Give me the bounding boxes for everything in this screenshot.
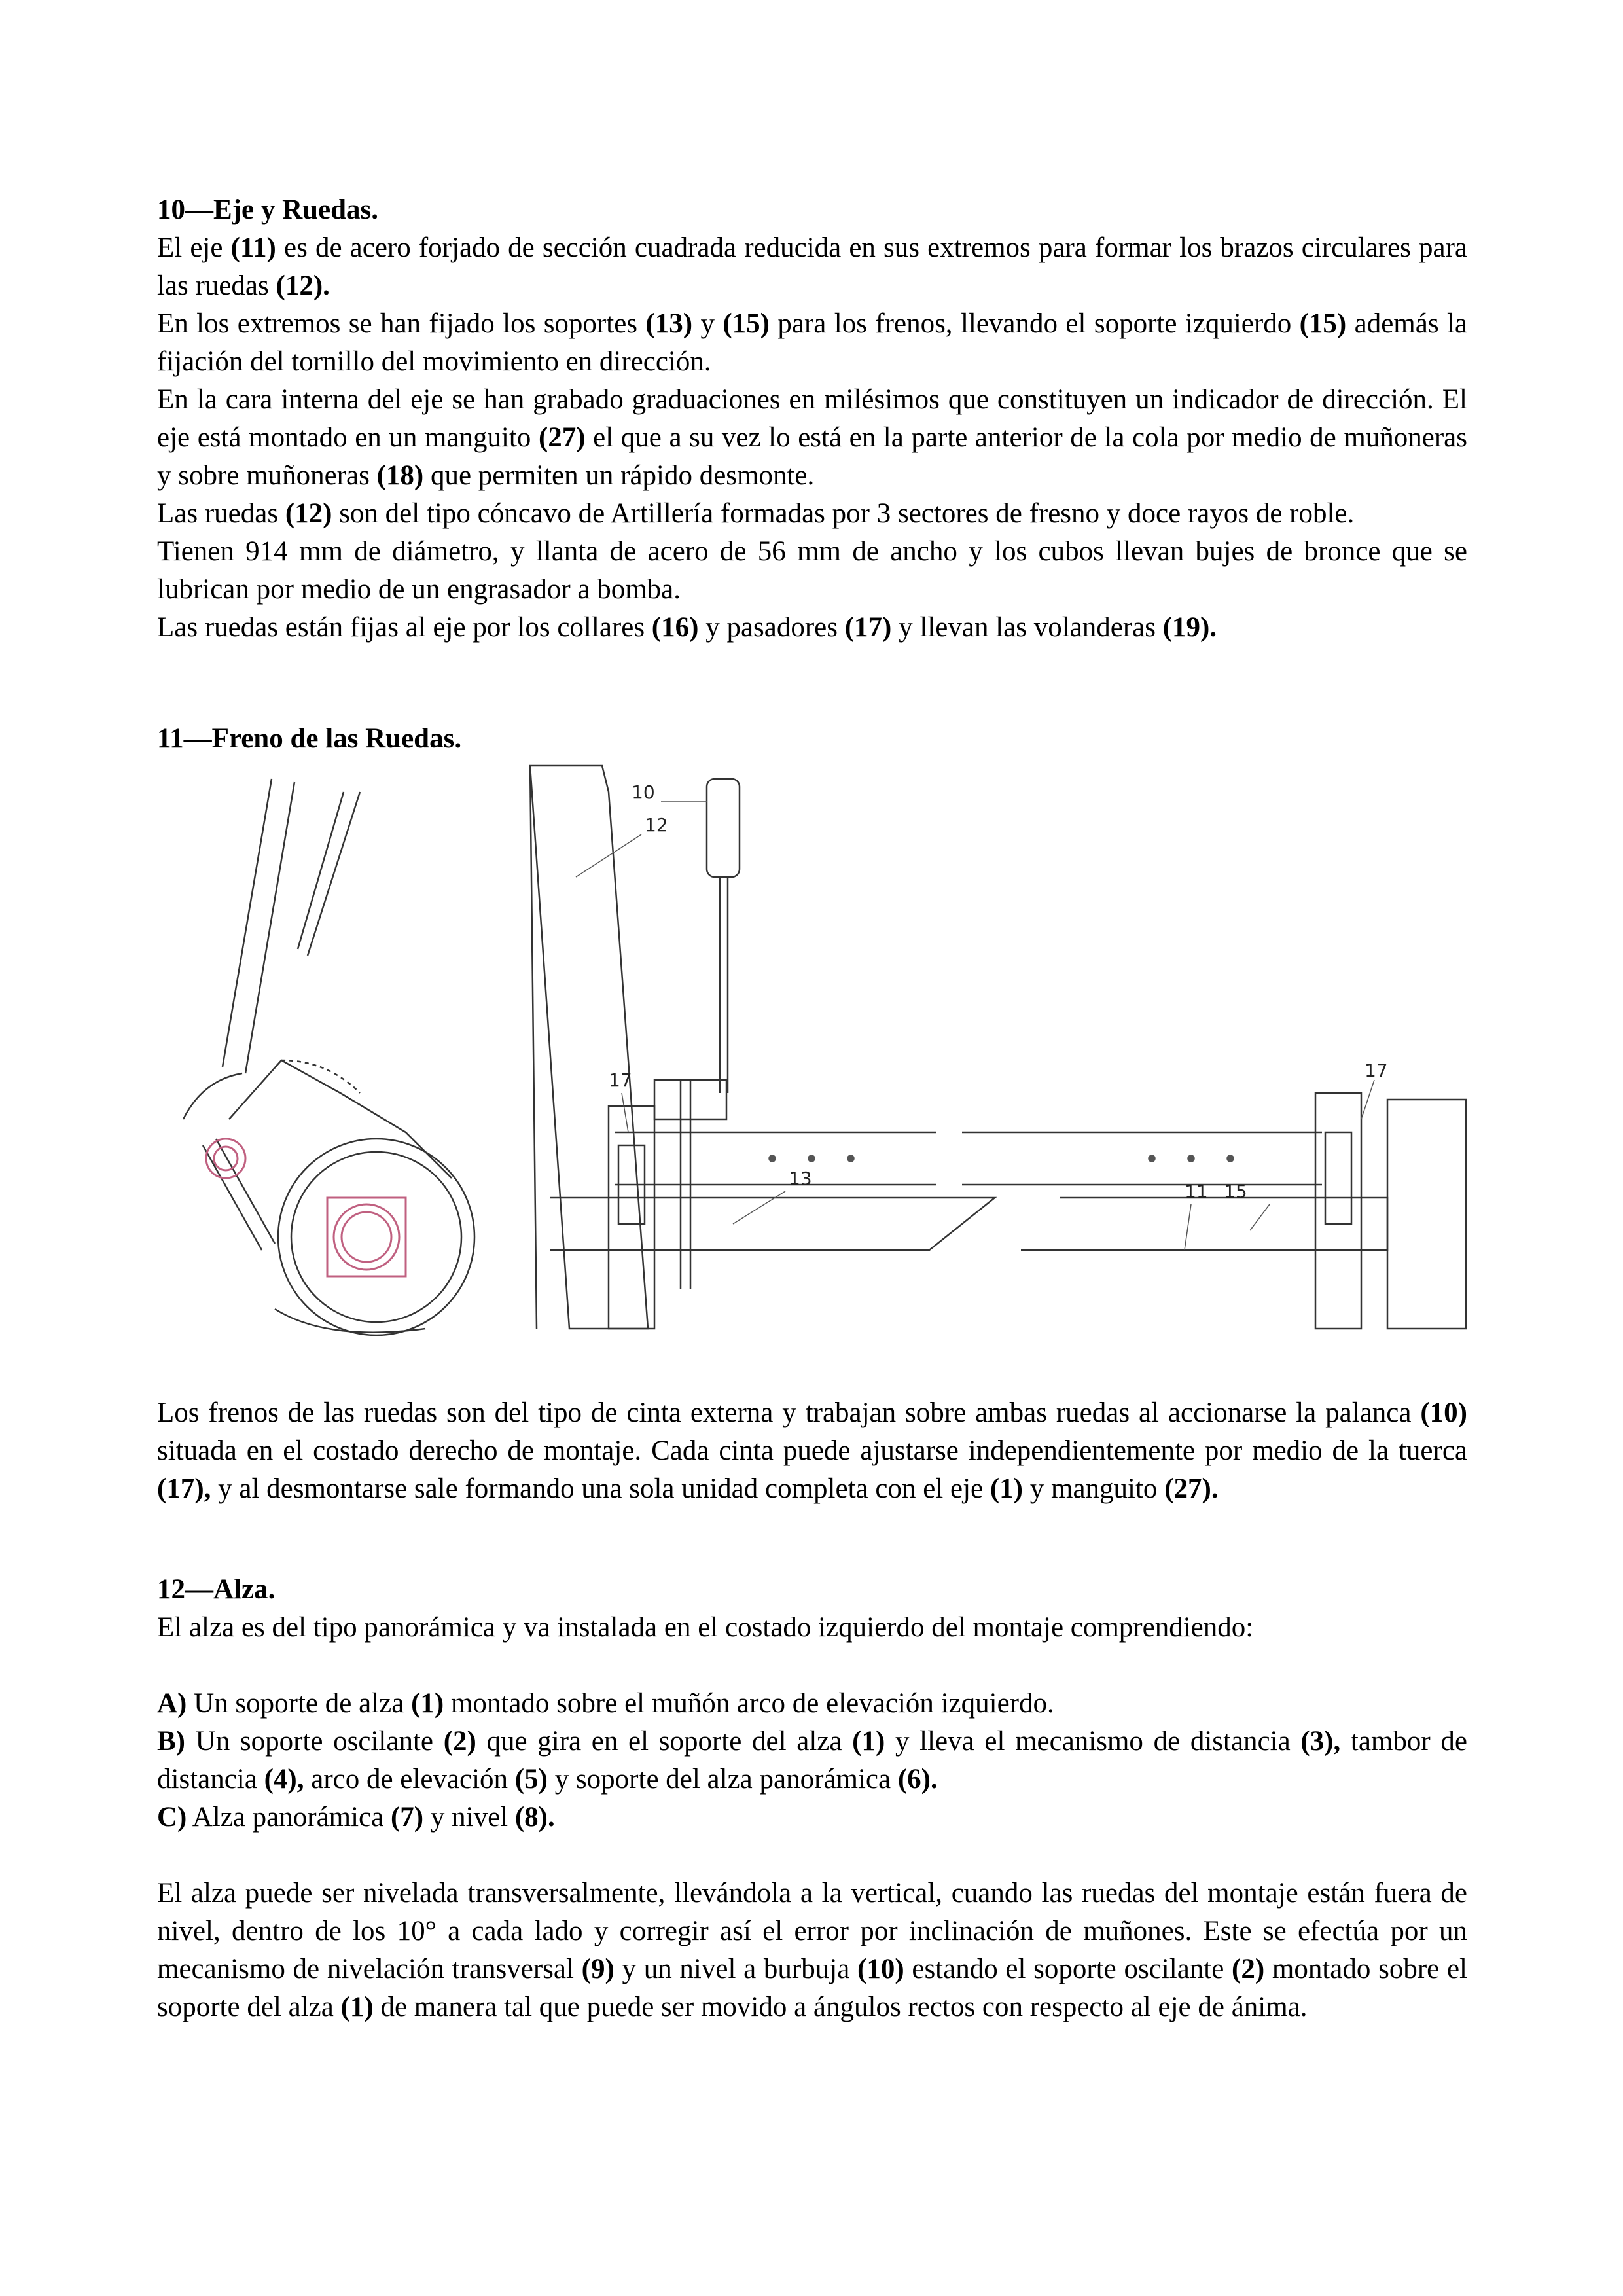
paragraph: El eje (11) es de acero forjado de sección cuadrada reducida en sus extremos para formar los brazos circulares para las ruedas (12). [157,232,1467,301]
spacer [157,1647,1467,1685]
bold-reference: (15) [1299,308,1347,339]
brake-diagram [144,753,1492,1368]
bold-reference: (27) [538,422,586,453]
bold-reference: (1) [411,1688,444,1719]
paragraph: Las ruedas (12) son del tipo cóncavo de Artillería formadas por 3 sectores de fresno y doce rayos de roble. [157,498,1355,529]
bold-reference: A) [157,1688,187,1719]
bold-reference: (2) [1232,1954,1265,1984]
bold-reference: (10) [857,1954,904,1984]
spacer [157,1837,1467,1874]
label-13: 13 [789,1168,812,1189]
section-heading: 11—Freno de las Ruedas. [157,723,462,754]
section-heading: 12—Alza. [157,1574,276,1605]
bold-reference: (2) [443,1726,476,1757]
section-alza [157,1571,1467,2026]
bold-reference: (8). [514,1802,555,1833]
paragraph: Tienen 914 mm de diámetro, y llanta de acero de 56 mm de ancho y los cubos llevan bujes de bronce que se lubrican por medio de un engrasador a bomba. [157,536,1467,605]
label-11: 11 [1185,1181,1208,1202]
paragraph: Los frenos de las ruedas son del tipo de cinta externa y trabajan sobre ambas ruedas al accionarse la palanca (10) situada en el costado derecho de montaje. Cada cinta puede ajustarse independientemente por medio de la tuerca (17), y al desmontarse sale formando una sola unidad completa con el eje (1) y manguito (27). [157,1397,1467,1504]
paragraph: El alza es del tipo panorámica y va instalada en el costado izquierdo del montaje comprendiendo: [157,1612,1254,1643]
bold-reference: (7) [390,1802,424,1833]
section-freno-body [157,1394,1467,1508]
bold-reference: (4), [264,1764,304,1795]
section-eje-ruedas [157,191,1467,647]
bold-reference: (9) [581,1954,615,1984]
bold-reference: (19). [1162,612,1217,643]
bold-reference: (17) [844,612,892,643]
section-heading: 10—Eje y Ruedas. [157,194,379,225]
list-item: B) Un soporte oscilante (2) que gira en el soporte del alza (1) y lleva el mecanismo de distancia (3), tambor de distancia (4), arco de elevación (5) y soporte del alza panorámica (6). [157,1726,1467,1795]
bold-reference: (1) [340,1992,374,2022]
bold-reference: (17), [157,1473,211,1504]
label-15: 15 [1224,1181,1247,1202]
label-10: 10 [632,781,655,803]
list-item: C) Alza panorámica (7) y nivel (8). [157,1802,555,1833]
paragraph: En los extremos se han fijado los soportes (13) y (15) para los frenos, llevando el soporte izquierdo (15) además la fijación del tornillo del movimiento en dirección. [157,308,1467,377]
bold-reference: (16) [651,612,699,643]
paragraph: Las ruedas están fijas al eje por los collares (16) y pasadores (17) y llevan las volanderas (19). [157,612,1217,643]
bold-reference: (10) [1420,1397,1467,1428]
bold-reference: (18) [376,460,424,491]
bold-reference: (15) [722,308,770,339]
bold-reference: (11) [230,232,276,263]
bold-reference: (13) [645,308,693,339]
bold-reference: (12). [276,270,330,301]
bold-reference: C) [157,1802,187,1833]
bold-reference: (3), [1300,1726,1341,1757]
bold-reference: (6). [897,1764,938,1795]
bold-reference: (1) [990,1473,1023,1504]
bold-reference: B) [157,1726,185,1757]
list-item: A) Un soporte de alza (1) montado sobre el muñón arco de elevación izquierdo. [157,1688,1054,1719]
label-17-right: 17 [1364,1060,1388,1081]
bold-reference: (27). [1164,1473,1219,1504]
bold-reference: (12) [285,498,332,529]
brake-diagram-drawing [144,753,1492,1368]
paragraph: El alza puede ser nivelada transversalmente, llevándola a la vertical, cuando las ruedas del montaje están fuera de nivel, dentro de los 10° a cada lado y corregir así el error por inclinación de muñones. Este se efectúa por un mecanismo de nivelación transversal (9) y un nivel a burbuja (10) estando el soporte oscilante (2) montado sobre el soporte del alza (1) de manera tal que puede ser movido a ángulos rectos con respecto al eje de ánima. [157,1878,1467,2022]
bold-reference: (5) [514,1764,548,1795]
bold-reference: (1) [852,1726,885,1757]
label-17-left: 17 [609,1069,632,1091]
paragraph: En la cara interna del eje se han grabado graduaciones en milésimos que constituyen un indicador de dirección. El eje está montado en un manguito (27) el que a su vez lo está en la parte anterior de la cola por medio de muñoneras y sobre muñoneras (18) que permiten un rápido desmonte. [157,384,1467,491]
label-12: 12 [645,814,668,836]
